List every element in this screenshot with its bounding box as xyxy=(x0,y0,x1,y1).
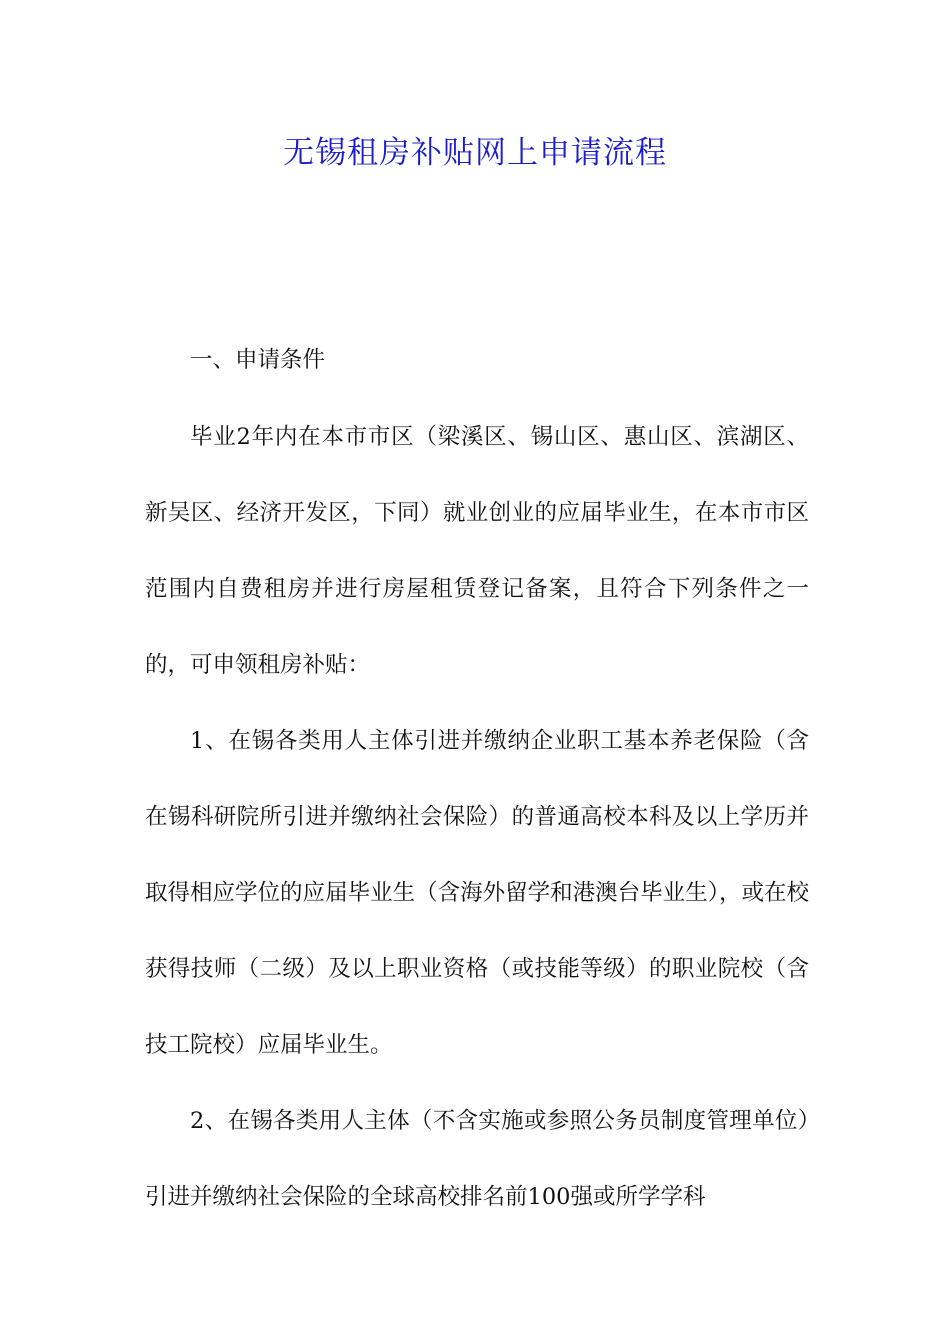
paragraph-condition-1: 1、在锡各类用人主体引进并缴纳企业职工基本养老保险（含在锡科研院所引进并缴纳社会保险）的普通高校本科及以上学历并取得相应学位的应届毕业生（含海外留学和港澳台毕业生），或在校获得技师（二级）及以上职业资格（或技能等级）的职业院校（含技工院校）应届毕业生。 xyxy=(145,728,809,1058)
paragraph-condition-2: 2、在锡各类用人主体（不含实施或参照公务员制度管理单位）引进并缴纳社会保险的全球高校排名前100强或所学学科 xyxy=(145,1108,809,1210)
section-heading: 一、申请条件 xyxy=(190,347,326,373)
paragraph-eligibility-intro: 毕业2年内在本市市区（梁溪区、锡山区、惠山区、滨湖区、新吴区、经济开发区，下同）就业创业的应届毕业生，在本市市区范围内自费租房并进行房屋租赁登记备案，且符合下列条件之一的，可申领租房补贴： xyxy=(145,424,809,678)
document-title: 无锡租房补贴网上申请流程 xyxy=(283,135,667,171)
